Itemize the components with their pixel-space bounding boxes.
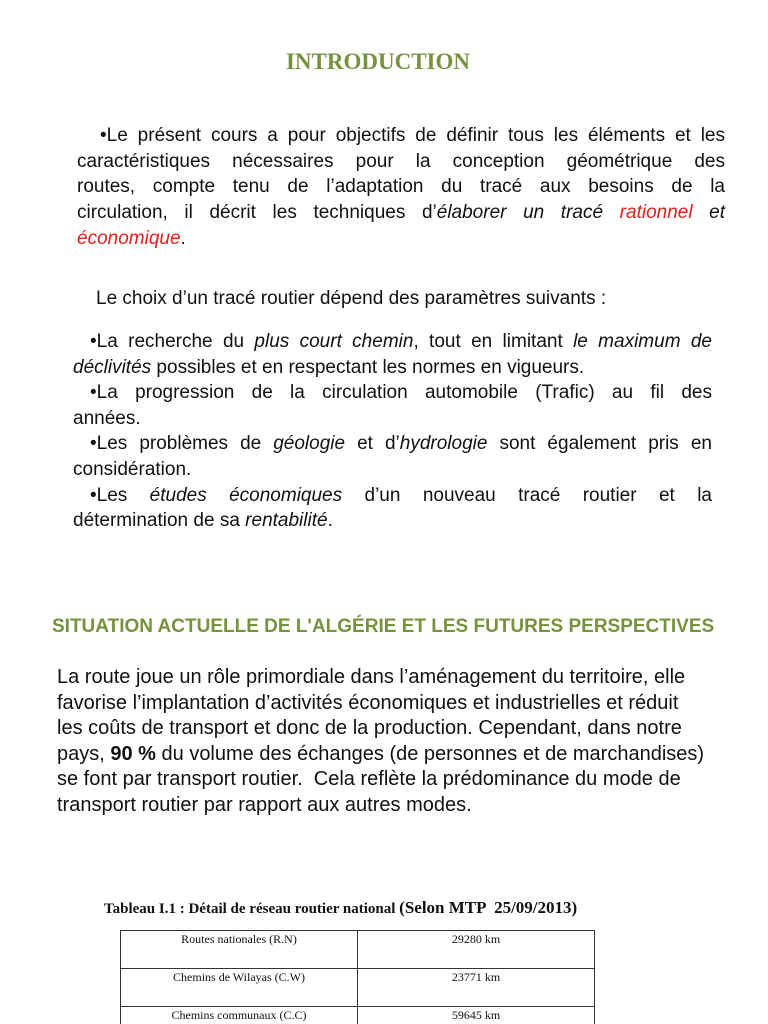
paragraph-line: [57, 665, 747, 691]
highlight-rationnel: rationnel: [619, 202, 693, 224]
list-item-line: [73, 508, 712, 534]
text-run: .: [327, 510, 333, 532]
table-caption: [104, 898, 664, 919]
introduction-title: INTRODUCTION: [285, 49, 471, 74]
text-run: et d’: [345, 433, 400, 455]
text-run: années.: [73, 407, 141, 429]
text-run: •La progression de la circulation automobile (Trafic) au fil des: [90, 382, 712, 404]
table-cell-category: Chemins communaux (C.C): [121, 1007, 358, 1024]
table-row: [121, 931, 594, 969]
list-item-line: [73, 457, 712, 483]
caption-title: Tableau I.1 : Détail de réseau routier national: [104, 901, 400, 917]
text-run: du volume des échanges (de personnes et de marchandises): [155, 742, 705, 765]
list-item-line: [73, 406, 712, 432]
text-run: pays,: [57, 742, 111, 765]
paragraph-line: [57, 716, 747, 742]
list-item-line: [73, 380, 712, 406]
italic-run: le maximum de: [573, 331, 712, 352]
situation-heading: SITUATION ACTUELLE DE L'ALGÉRIE ET LES FUTURES PERSPECTIVES: [52, 616, 715, 637]
paragraph-line: [77, 123, 725, 149]
text-run: détermination de sa: [73, 510, 246, 532]
list-item-line: [73, 355, 712, 381]
paragraph-line: [77, 200, 725, 226]
italic-run: rentabilité: [245, 510, 328, 532]
list-item-line: [73, 431, 712, 457]
paragraph-line: [57, 691, 747, 717]
list-item-line: [73, 329, 712, 355]
paragraph-line: [77, 149, 725, 175]
bold-percentage: 90 %: [110, 742, 156, 765]
text-run: sont également pris en: [487, 433, 712, 455]
situation-paragraph: [57, 665, 747, 819]
table-cell-category: Routes nationales (R.N): [121, 931, 358, 968]
road-network-table: [120, 930, 595, 1024]
paragraph-line: [77, 174, 725, 200]
paragraph-line: [57, 742, 747, 768]
text-run: •Les: [90, 484, 150, 506]
list-item-line: [73, 483, 712, 509]
text-run: transport routier par rapport aux autres modes.: [57, 793, 472, 816]
italic-run: géologie: [273, 433, 346, 455]
italic-run: hydrologie: [399, 433, 488, 455]
caption-source: (Selon MTP 25/09/2013): [399, 898, 578, 917]
italic-run: et: [692, 202, 726, 224]
table-row: [121, 969, 594, 1007]
text-run: La route joue un rôle primordiale dans l’aménagement du territoire, elle: [57, 666, 686, 688]
text-run: circulation, il décrit les techniques d’: [77, 202, 437, 224]
text-run: •Le présent cours a pour objectifs de définir tous les éléments et les: [100, 125, 725, 146]
highlight-economique: économique: [77, 227, 181, 249]
text-run: favorise l’implantation d’activités économiques et industrielles et réduit: [57, 691, 679, 714]
paragraph-line: [77, 226, 725, 252]
italic-run: déclivités: [73, 356, 152, 378]
criteria-list: [73, 329, 712, 534]
text-run: routes, compte tenu de l’adaptation du tracé aux besoins de la: [77, 176, 725, 198]
table-row: [121, 1007, 594, 1024]
table-cell-length: 59645 km: [451, 1008, 501, 1022]
text-run: •Les problèmes de: [90, 433, 274, 455]
paragraph-line: [57, 793, 747, 819]
text-run: les coûts de transport et donc de la production. Cependant, dans notre: [57, 717, 682, 740]
italic-run: plus court chemin: [254, 331, 414, 352]
text-run: considération.: [73, 458, 192, 480]
text-run: , tout en limitant: [413, 331, 574, 352]
paragraph-line: [57, 767, 747, 793]
italic-run: études économiques: [149, 484, 343, 506]
text-run: .: [180, 227, 186, 249]
italic-run: élaborer un tracé: [436, 202, 620, 224]
objective-paragraph: [77, 123, 725, 252]
text-run: caractéristiques nécessaires pour la conception géométrique des: [77, 150, 725, 172]
text-run: d’un nouveau tracé routier et la: [342, 484, 712, 506]
table-cell-category: Chemins de Wilayas (C.W): [121, 969, 358, 1006]
criteria-intro: Le choix d’un tracé routier dépend des paramètres suivants :: [96, 288, 607, 309]
table-cell-length: 29280 km: [451, 932, 501, 946]
table-cell-length: 23771 km: [451, 970, 501, 984]
text-run: se font par transport routier. Cela reflète la prédominance du mode de: [57, 768, 681, 791]
text-run: •La recherche du: [90, 331, 255, 352]
text-run: possibles et en respectant les normes en vigueurs.: [151, 356, 585, 378]
